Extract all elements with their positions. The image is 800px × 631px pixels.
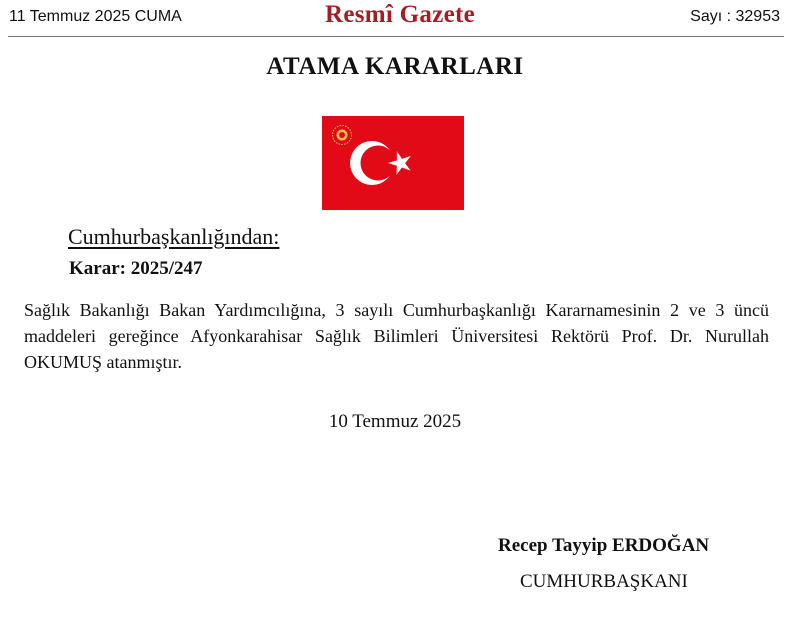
turkish-flag-icon — [322, 116, 464, 210]
issue-number: Sayı : 32953 — [690, 8, 780, 25]
decree-issuer: Cumhurbaşkanlığından: — [68, 224, 280, 249]
decision-number: Karar: 2025/247 — [69, 258, 203, 279]
section-title: ATAMA KARARLARI — [266, 53, 524, 80]
decree-date: 10 Temmuz 2025 — [328, 411, 462, 432]
header-date: 11 Temmuz 2025 CUMA — [9, 8, 182, 25]
gazette-header — [0, 0, 800, 36]
signer-title: CUMHURBAŞKANI — [520, 571, 688, 592]
signer-name: Recep Tayyip ERDOĞAN — [498, 535, 710, 556]
gazette-title: Resmî Gazete — [324, 1, 476, 28]
header-divider — [8, 36, 784, 37]
decree-body: Sağlık Bakanlığı Bakan Yardımcılığına, 3 sayılı Cumhurbaşkanlığı Kararnamesinin 2 ve 3 üncü maddeleri gereğince Afyonkarahisar Sağlık Bilimleri Üniversitesi Rektörü Prof. Dr. Nurullah OKUMUŞ atanmıştır. — [24, 300, 769, 372]
